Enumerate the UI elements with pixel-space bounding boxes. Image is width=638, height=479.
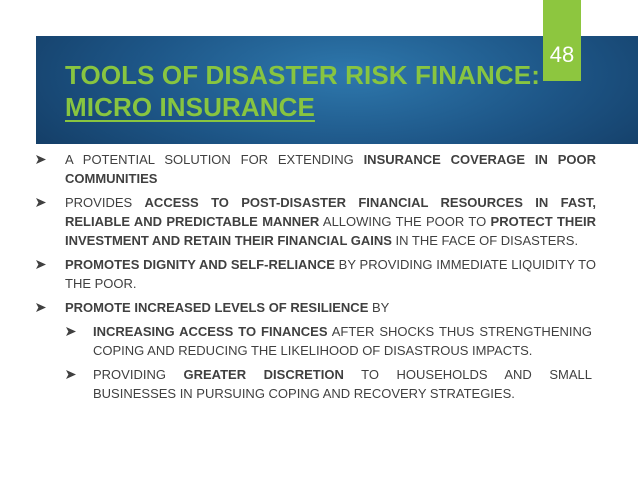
- bullet-emphasis: GREATER DISCRETION: [183, 367, 344, 382]
- bullet-text: BY: [368, 300, 390, 315]
- bullet-emphasis: PROMOTE INCREASED LEVELS OF RESILIENCE: [65, 300, 369, 315]
- bullet-text: PROVIDES: [65, 195, 145, 210]
- bullet-emphasis: PROMOTES DIGNITY AND SELF-RELIANCE: [65, 257, 335, 272]
- bullet-emphasis: PROTECT THEIR INVESTMENT AND RETAIN THEIR FINANCIAL GAINS: [65, 214, 596, 248]
- bullet-emphasis: ACCESS TO POST-DISASTER FINANCIAL RESOURCES IN FAST, RELIABLE AND PREDICTABLE MANNER: [65, 195, 596, 229]
- sub-bullet-item: [0, 322, 638, 360]
- title-line-2: MICRO INSURANCE: [65, 92, 315, 122]
- arrowhead-bullet-icon: [36, 193, 50, 212]
- page-number-tab: [543, 0, 581, 81]
- arrowhead-bullet-icon: [36, 298, 50, 317]
- bullet-emphasis: INSURANCE COVERAGE IN POOR COMMUNITIES: [65, 152, 596, 186]
- bullet-item: [0, 193, 638, 250]
- bullet-item: [0, 298, 638, 317]
- bullet-text: IN THE FACE OF DISASTERS.: [391, 233, 579, 248]
- bullet-item: [0, 150, 638, 188]
- page-number: 48: [549, 42, 575, 67]
- arrowhead-bullet-icon: [36, 255, 50, 274]
- arrowhead-bullet-icon: [36, 150, 50, 169]
- title-line-1: TOOLS OF DISASTER RISK FINANCE:: [65, 60, 540, 90]
- bullet-text: A POTENTIAL SOLUTION FOR EXTENDING: [65, 152, 364, 167]
- bullet-text: ALLOWING THE POOR TO: [319, 214, 491, 229]
- bullet-text: PROVIDING: [93, 367, 184, 382]
- slide-title: [65, 59, 545, 123]
- bullet-item: [0, 255, 638, 293]
- bullet-emphasis: INCREASING ACCESS TO FINANCES: [93, 324, 328, 339]
- arrowhead-bullet-icon: [66, 322, 80, 341]
- bullet-text: BY PROVIDING IMMEDIATE LIQUIDITY TO THE POOR.: [65, 257, 596, 291]
- arrowhead-bullet-icon: [66, 365, 80, 384]
- bullet-text: TO HOUSEHOLDS AND SMALL BUSINESSES IN PURSUING COPING AND RECOVERY STRATEGIES.: [93, 367, 592, 401]
- bullet-text: AFTER SHOCKS THUS STRENGTHENING COPING AND REDUCING THE LIKELIHOOD OF DISASTROUS IMPACTS.: [93, 324, 592, 358]
- bullet-list: [0, 150, 638, 408]
- sub-bullet-item: [0, 365, 638, 403]
